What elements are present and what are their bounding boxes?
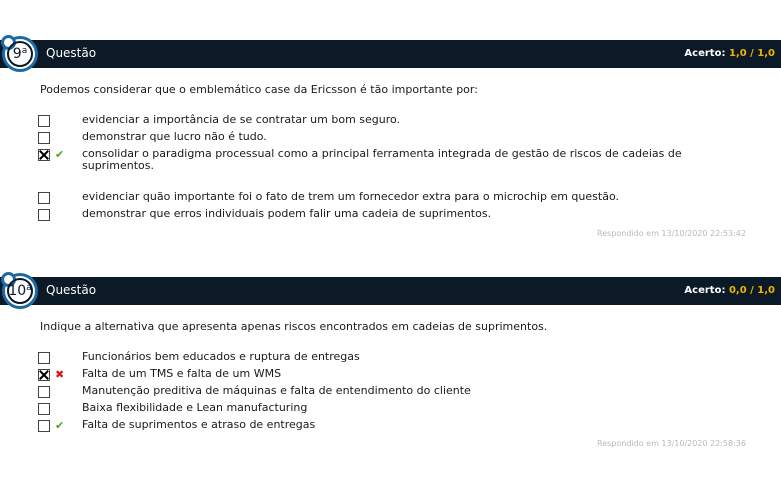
option-checkbox[interactable]	[38, 192, 50, 204]
question-prompt: Podemos considerar que o emblemático case da Ericsson é tão importante por:	[40, 83, 478, 96]
score-display	[684, 285, 775, 296]
question-prompt: Indique a alternativa que apresenta apenas riscos encontrados em cadeias de suprimentos.	[40, 320, 548, 333]
check-icon: ✔	[55, 419, 65, 432]
x-mark-icon: ✖	[55, 368, 65, 381]
score-separator: /	[750, 285, 754, 296]
question-header-bar	[0, 40, 781, 68]
option-text[interactable]: Falta de suprimentos e atraso de entregas	[82, 418, 316, 431]
option-text[interactable]: Falta de um TMS e falta de um WMS	[82, 367, 282, 380]
option-checkbox[interactable]	[38, 115, 50, 127]
option-checkbox[interactable]	[38, 132, 50, 144]
question-header-bar	[0, 277, 781, 305]
option-checkbox[interactable]	[38, 352, 50, 364]
score-label: Acerto:	[684, 48, 726, 59]
option-text[interactable]: evidenciar a importância de se contratar um bom seguro.	[82, 113, 401, 126]
option-text[interactable]: Manutenção preditiva de máquinas e falta de entendimento do cliente	[82, 384, 471, 397]
answered-timestamp: Respondido em 13/10/2020 22:58:36	[597, 439, 746, 448]
answered-timestamp: Respondido em 13/10/2020 22:53:42	[597, 229, 746, 238]
option-text[interactable]: evidenciar quão importante foi o fato de trem um fornecedor extra para o microchip em questão.	[82, 190, 619, 203]
question-number-badge	[2, 36, 38, 72]
option-text[interactable]: consolidar o paradigma processual como a principal ferramenta integrada de gestão de riscos de cadeias de suprimentos.	[82, 147, 682, 172]
option-checkbox-checked[interactable]	[38, 369, 50, 381]
question-ordinal: a	[26, 283, 32, 293]
option-text[interactable]: Baixa flexibilidade e Lean manufacturing	[82, 401, 308, 414]
option-checkbox[interactable]	[38, 386, 50, 398]
score-value: 0,0	[728, 285, 747, 296]
option-text[interactable]: demonstrar que erros individuais podem falir uma cadeia de suprimentos.	[82, 207, 492, 220]
option-text[interactable]: demonstrar que lucro não é tudo.	[82, 130, 267, 143]
score-display	[684, 48, 775, 59]
question-number: 10	[8, 283, 27, 299]
option-checkbox[interactable]	[38, 403, 50, 415]
question-title: Questão	[46, 283, 97, 297]
option-checkbox[interactable]	[38, 209, 50, 221]
score-value: 1,0	[728, 48, 747, 59]
score-max: 1,0	[757, 285, 775, 296]
option-checkbox[interactable]	[38, 420, 50, 432]
question-title: Questão	[46, 46, 97, 60]
score-separator: /	[750, 48, 754, 59]
question-number: 9	[12, 46, 22, 62]
score-max: 1,0	[757, 48, 775, 59]
question-number-badge	[2, 273, 38, 309]
question-ordinal: a	[21, 46, 28, 56]
score-label: Acerto:	[684, 285, 726, 296]
option-text[interactable]: Funcionários bem educados e ruptura de entregas	[82, 350, 360, 363]
check-icon: ✔	[55, 148, 65, 161]
option-checkbox-checked[interactable]	[38, 149, 50, 161]
